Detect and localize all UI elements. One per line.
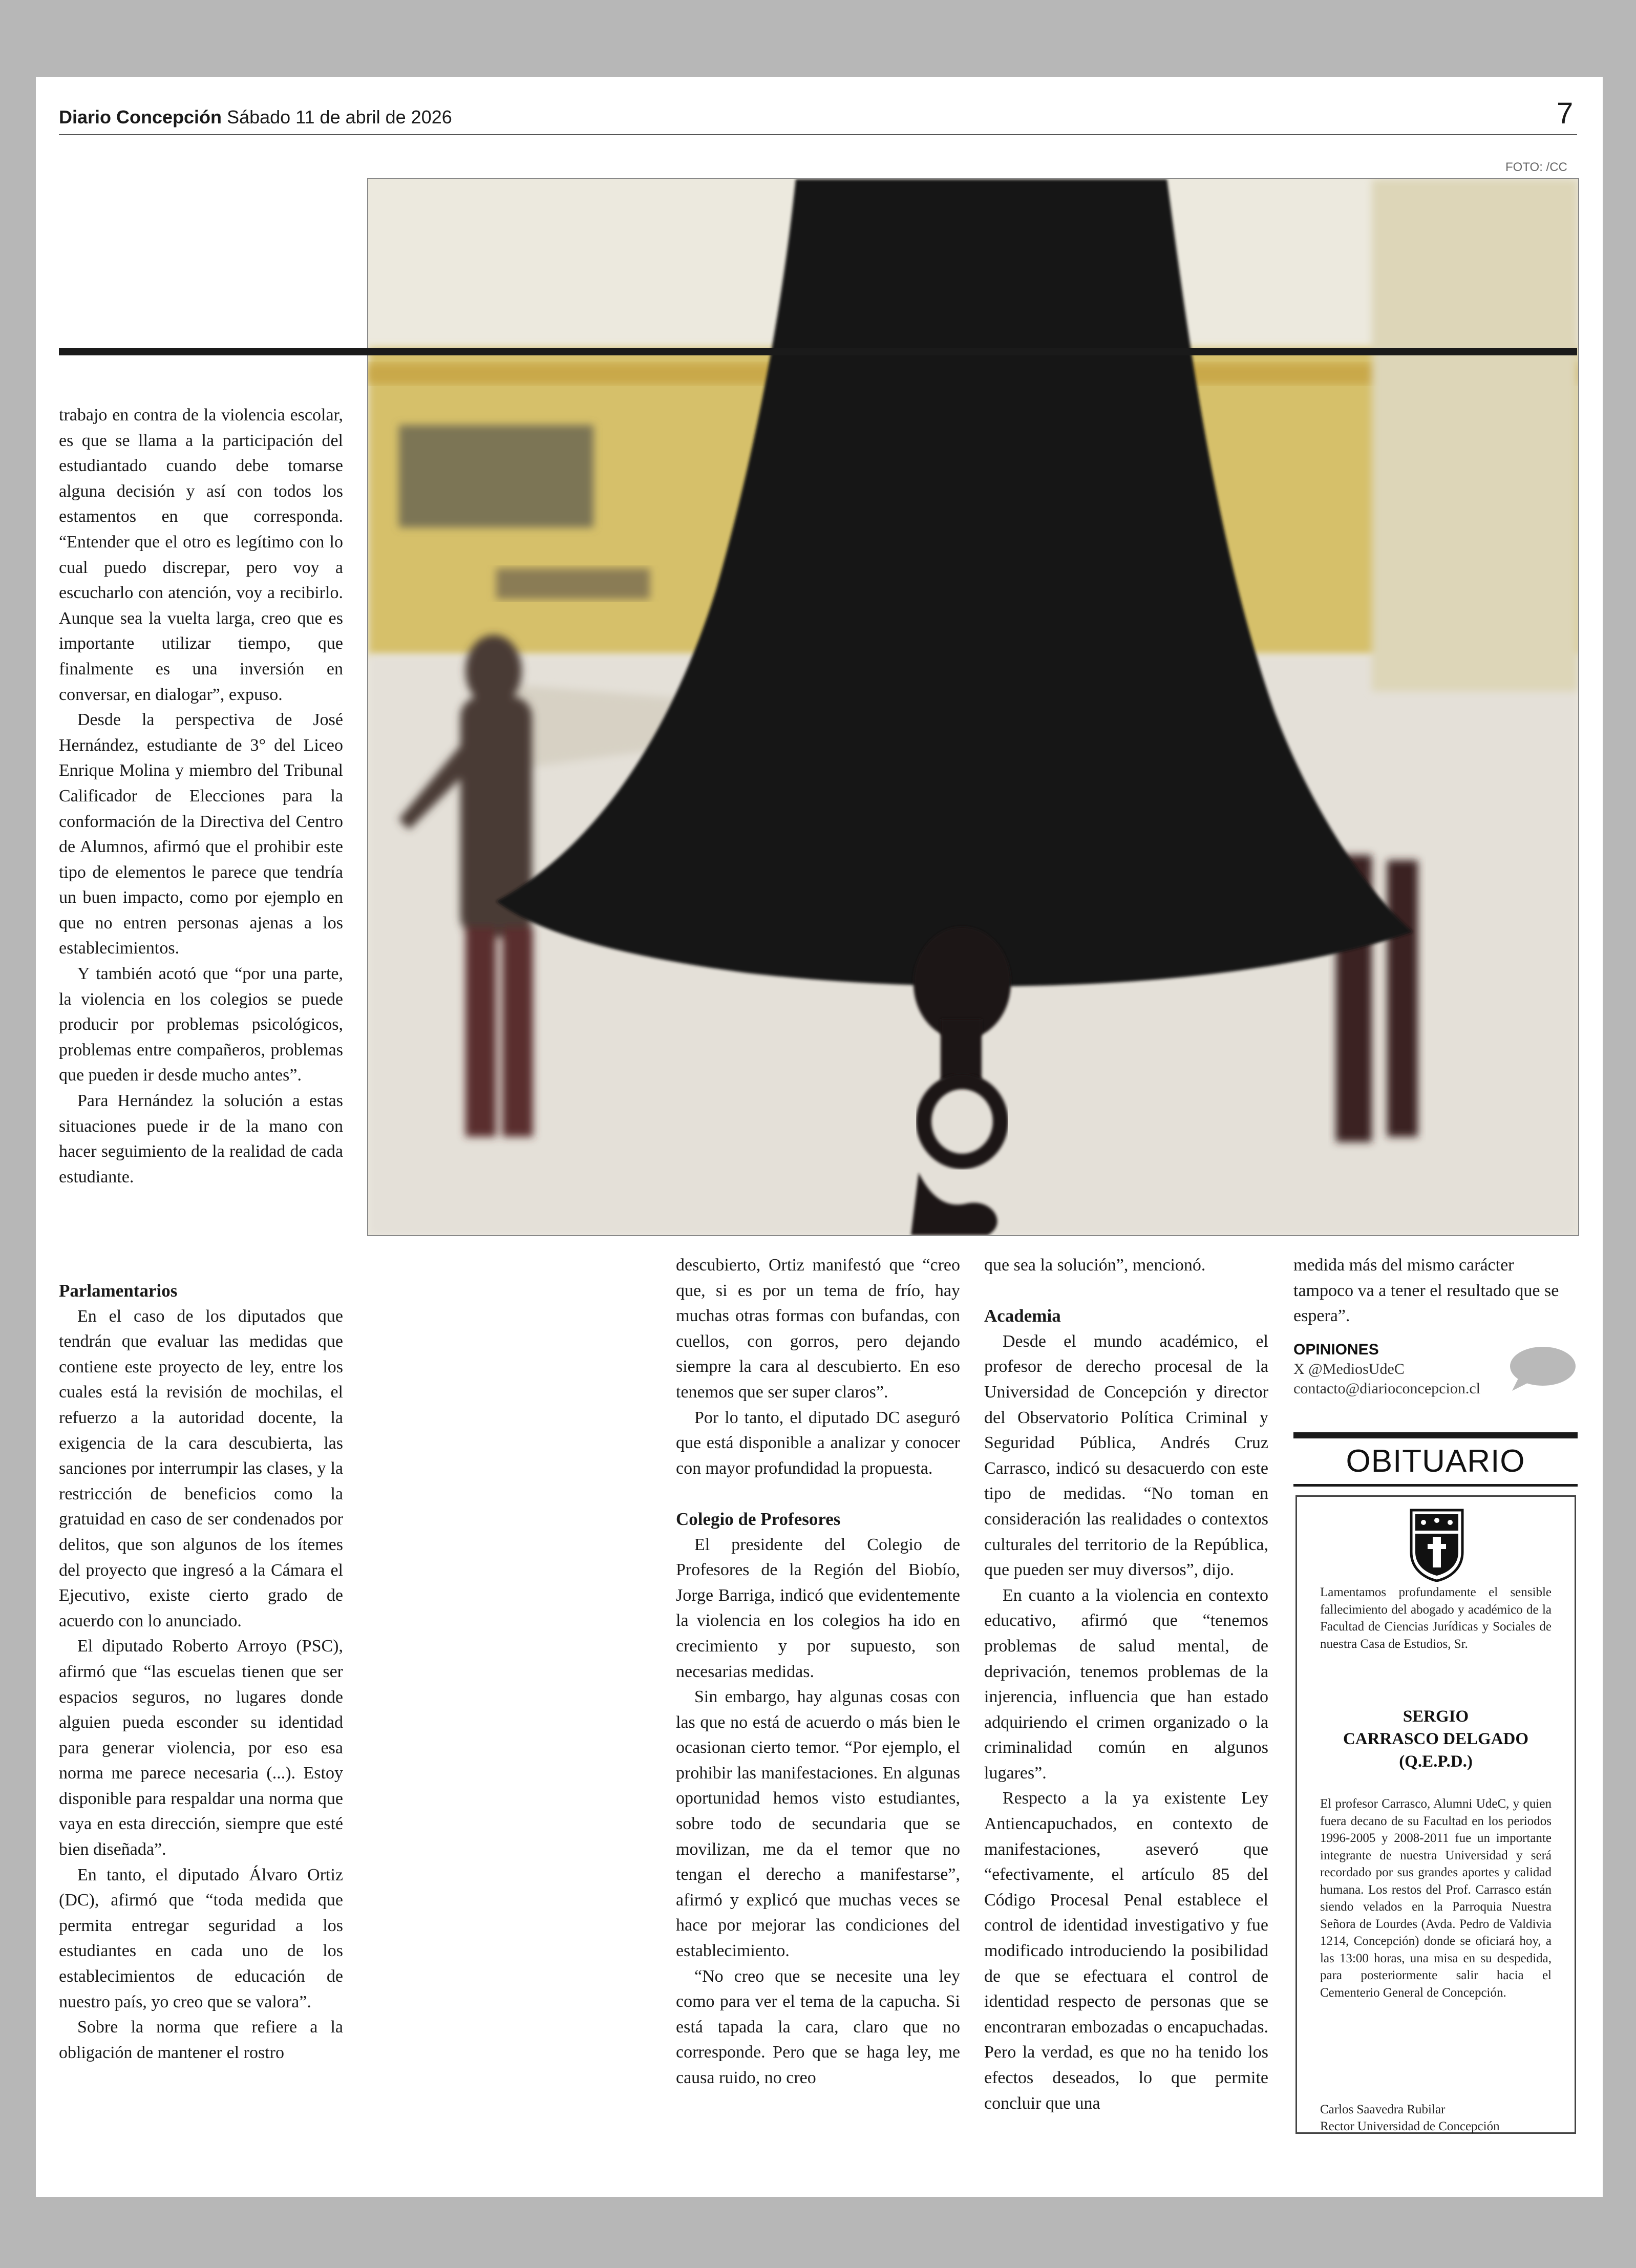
photo-credit: FOTO: /CC (1505, 160, 1567, 174)
running-header (59, 107, 452, 128)
university-crest-icon (1409, 1508, 1464, 1582)
article-column-1-top (59, 402, 343, 1190)
paragraph: En tanto, el diputado Álvaro Ortiz (DC), afirmó que “toda medida que permita entregar seguridad a los estudiantes en cada uno de los establecimientos de educación de nuestro país, yo creo que se valora”. (59, 1865, 343, 2011)
paragraph: En el caso de los diputados que tendrán que evaluar las medidas que contiene este proyecto de ley, entre los cuales está la revisión de mochilas, el refuerzo a la autoridad docente, la exigencia de la cara descubierta, las sanciones por interrumpir las clases, y la restricción de beneficios como la gratuidad en caso de ser condenados por delitos, que son algunos de los ítemes del proyecto que ingresó a la Cámara el Ejecutivo, existe cierto grado de acuerdo con lo anunciado. (59, 1306, 343, 1630)
paragraph: El diputado Roberto Arroyo (PSC), afirmó que “las escuelas tienen que ser espacios seguros, no lugares donde alguien pueda esconder su identidad para generar violencia, por eso esa norma me parece necesaria (...). Estoy disponible para respaldar una norma que vaya en esta dirección, siempre que esté bien diseñada”. (59, 1637, 343, 1859)
paragraph: Sobre la norma que refiere a la obligación de mantener el rostro (59, 2018, 343, 2062)
subheading-colegio-profesores: Colegio de Profesores (676, 1509, 841, 1529)
paragraph: Respecto a la ya existente Ley Antiencapuchados, en contexto de manifestaciones, aseveró que “efectivamente, el artículo 85 del Código Procesal Penal establece el control de identidad investigativo y fue modificado introduciendo la posibilidad de que se efectuara el control de identidad respecto de personas que se encontraran embozadas o encapuchadas. Pero la verdad, es que no ha tenido los efectos deseados, lo que permite concluir que una (984, 1789, 1268, 2113)
obituary-rule-bottom (1293, 1484, 1578, 1487)
paragraph: El presidente del Colegio de Profesores de la Región del Biobío, Jorge Barriga, indicó que evidentemente la violencia en los colegios ha ido en crecimiento y por supuesto, son necesarias medidas. (676, 1535, 960, 1681)
paragraph: medida más del mismo carácter tampoco va a tener el resultado que se espera”. (1293, 1256, 1559, 1326)
subheading-parlamentarios: Parlamentarios (59, 1281, 178, 1301)
photo-rule-right (59, 348, 1577, 355)
paper-name: Diario Concepción (59, 107, 222, 128)
paragraph: que sea la solución”, mencionó. (984, 1256, 1206, 1275)
page-number: 7 (1557, 97, 1574, 130)
issue-date: Sábado 11 de abril de 2026 (227, 107, 452, 128)
opinions-label: OPINIONES (1293, 1341, 1379, 1358)
subheading-academia: Academia (984, 1306, 1061, 1326)
obituary-name-first: SERGIO (1403, 1707, 1469, 1726)
bell-photo (367, 178, 1579, 1236)
article-column-1-bottom (59, 1278, 343, 2065)
paragraph: descubierto, Ortiz manifestó que “creo que, si es por un tema de frío, hay muchas otras formas con bufandas, con cuellos, con gorros, pero dejando siempre la cara al descubierto. En eso tenemos que ser super claros”. (676, 1256, 960, 1402)
header-rule (59, 134, 1577, 135)
paragraph: Y también acotó que “por una parte, la violencia en los colegios se puede producir por problemas psicológicos, problemas entre compañeros, problemas que pueden ir desde mucho antes”. (59, 964, 343, 1085)
paragraph: Desde el mundo académico, el profesor de derecho procesal de la Universidad de Concepción y director del Observatorio Política Criminal y Seguridad Pública, Andrés Cruz Carrasco, indicó su desacuerdo con este tipo de medidas. “No toman en consideración las realidades o contextos culturales del territorio de la República, que pueden ser muy diversos”, dijo. (984, 1331, 1268, 1580)
paragraph: “No creo que se necesite una ley como para ver el tema de la capucha. Si está tapada la cara, claro que no corresponde. Pero que se haga ley, me causa ruido, no creo (676, 1966, 960, 2087)
obituary-rule-top (1293, 1432, 1578, 1438)
paragraph: En cuanto a la violencia en contexto educativo, afirmó que “tenemos problemas de salud mental, de deprivación, tenemos problemas de la injerencia, influencia que han estado adquiriendo el crimen organizado o la criminalidad común en algunos lugares”. (984, 1585, 1268, 1783)
obituary-signer-title: Rector Universidad de Concepción (1320, 2119, 1500, 2133)
obituary-body: El profesor Carrasco, Alumni UdeC, y quien fuera decano de su Facultad en los periodos 1996-2005 y 2008-2011 fue un importante integrante de nuestra Universidad y será recordado por sus grandes aportes y calidad humana. Los restos del Prof. Carrasco están siendo velados en la Parroquia Nuestra Señora de Lourdes (Avda. Pedro de Valdivia 1214, Concepción) donde se oficiará hoy, a las 13:00 horas, una misa en su despedida, para posteriormente salir hacia el Cementerio General de Concepción. (1320, 1797, 1552, 2000)
paragraph: trabajo en contra de la violencia escolar, es que se llama a la participación del estudiantado cuando debe tomarse alguna decisión y así con todos los estamentos en que corresponda. “Entender que el otro es legítimo con lo cual puedo discrepar, pero voy a escucharlo con atención, voy a recibirlo. Aunque sea la vuelta larga, creo que es importante utilizar tiempo, que finalmente es una inversión en conversar, en dialogar”, expuso. (59, 406, 343, 704)
article-column-2 (676, 1253, 960, 2091)
opinions-social: X @MediosUdeC (1293, 1361, 1405, 1377)
obituary-signer: Carlos Saavedra Rubilar (1320, 2103, 1446, 2116)
paragraph: Sin embargo, hay algunas cosas con las que no está de acuerdo o más bien le ocasionan cierto temor. “Por ejemplo, el prohibir las manifestaciones. En algunas oportunidad hemos visto estudiantes, sobre todo de secundaria que se movilizan, me da el temor que no tengan el derecho a manifestarse”, afirmó y explicó que muchas veces se hace por mejorar las condiciones del establecimiento. (676, 1687, 960, 1961)
paragraph: Para Hernández la solución a estas situaciones puede ir de la mano con hacer seguimiento de la realidad de cada estudiante. (59, 1091, 343, 1186)
obituary-intro: Lamentamos profundamente el sensible fallecimiento del abogado y académico de la Facultad de Ciencias Jurídicas y Sociales de nuestra Casa de Estudios, Sr. (1320, 1585, 1552, 1651)
paragraph: Por lo tanto, el diputado DC aseguró que está disponible a analizar y conocer con mayor profundidad la propuesta. (676, 1408, 960, 1478)
article-column-3 (984, 1253, 1268, 2116)
opinions-email: contacto@diarioconcepcion.cl (1293, 1380, 1480, 1397)
obituary-title: OBITUARIO (1346, 1444, 1525, 1479)
paragraph: Desde la perspectiva de José Hernández, estudiante de 3° del Liceo Enrique Molina y miembro del Tribunal Calificador de Elecciones para la conformación de la Directiva del Centro de Alumnos, afirmó que el prohibir este tipo de elementos le parece que tendría un buen impacto, como por ejemplo en que no entren personas ajenas a los establecimientos. (59, 710, 343, 958)
obituary-name (1320, 1705, 1552, 1773)
obituary-qepd: (Q.E.P.D.) (1399, 1752, 1473, 1771)
speech-bubble-icon (1508, 1346, 1576, 1393)
article-column-4 (1293, 1253, 1578, 1329)
obituary-name-last: CARRASCO DELGADO (1343, 1730, 1529, 1748)
bell-silhouette-image (368, 179, 1578, 1235)
